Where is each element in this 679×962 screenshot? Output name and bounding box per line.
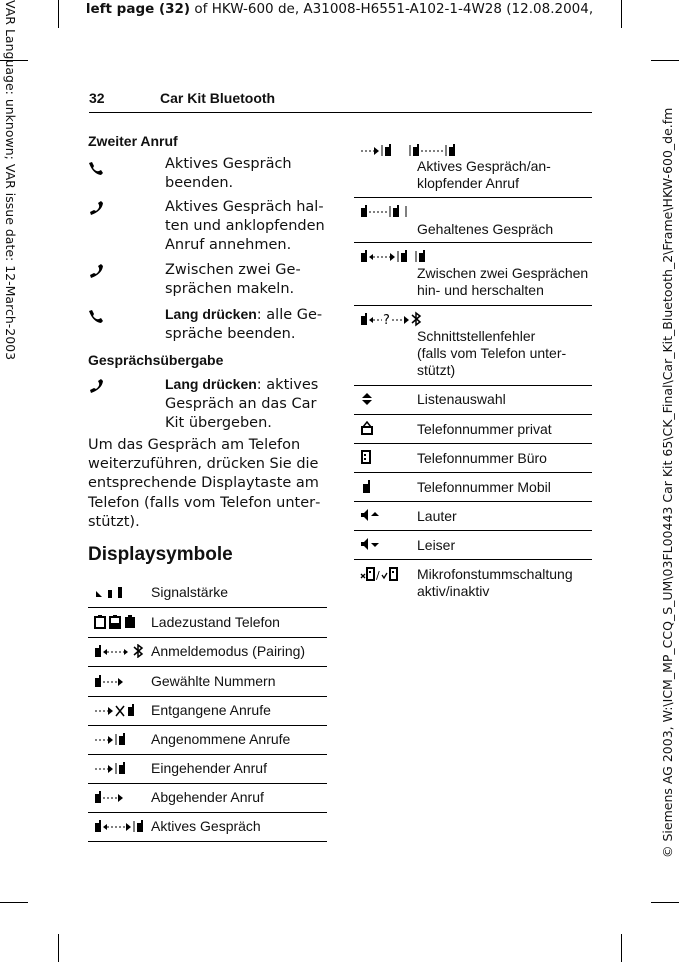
active-call-icon xyxy=(94,819,152,833)
symbol-row xyxy=(354,243,592,306)
symbol-label: Zwischen zwei Gesprächen hin- und herschalten xyxy=(417,265,589,298)
crop-mark xyxy=(621,934,622,962)
side-text-left-label: VAR Language: unknown; VAR issue date: 12-March-2003 xyxy=(3,0,18,361)
symbol-note: (falls vom Telefon unterstützt) xyxy=(417,345,567,378)
held-call-icon xyxy=(360,204,440,218)
symbol-row xyxy=(88,754,327,784)
active-waiting-call-icon xyxy=(360,143,470,157)
symbol-row xyxy=(88,725,327,755)
svg-text:/: / xyxy=(376,569,380,581)
symbol-row xyxy=(354,444,592,473)
symbol-label: Mikrofonstummschaltung aktiv/inaktiv xyxy=(417,566,573,599)
side-text-right-label: © Siemens AG 2003, W:\ICM_MP_CCQ_S_UM\03FL00443 Car Kit 65\CK_Final\Car_Kit_Bluetooth_2\Frame\HKW-600_de.fm xyxy=(660,107,675,858)
symbol-row xyxy=(354,306,592,386)
symbol-row xyxy=(88,696,327,726)
body-paragraph: Um das Gespräch am Telefon weiterzuführen, drücken Sie die entsprechende Displaytaste am Telefon (falls vom Telefon unterstützt). xyxy=(88,437,321,530)
pickup-icon xyxy=(88,263,104,279)
symbol-label: Aktives Gespräch/anklopfender Anruf xyxy=(417,158,551,191)
symbol-label: Ladezustand Telefon xyxy=(151,614,280,630)
document-header xyxy=(0,0,679,18)
phone-mobile-icon xyxy=(360,479,374,493)
document-header-rest: of HKW-600 de, A31008-H6551-A102-1-4W28 (12.08.2004, xyxy=(190,1,594,17)
symbol-row xyxy=(88,783,327,813)
item-bold: Lang drücken xyxy=(165,376,257,392)
symbol-row xyxy=(88,578,327,608)
symbol-row xyxy=(354,137,592,198)
symbol-label: Lauter xyxy=(417,508,457,524)
symbol-row xyxy=(354,473,592,502)
symbol-row xyxy=(354,415,592,444)
side-text-right xyxy=(658,0,678,860)
symbol-row xyxy=(88,812,327,842)
item-bold: Lang drücken xyxy=(165,306,257,322)
symbol-row xyxy=(354,560,592,604)
dialed-numbers-icon xyxy=(94,674,134,688)
symbol-label: Aktives Gespräch xyxy=(151,818,261,834)
symbol-label: Eingehender Anruf xyxy=(151,760,267,776)
symbol-row xyxy=(88,667,327,697)
symbol-label: Entgangene Anrufe xyxy=(151,702,271,718)
volume-down-icon xyxy=(360,537,382,551)
crop-mark xyxy=(651,902,679,903)
item-text: : aktives Gespräch an das Car Kit übergeben. xyxy=(165,377,319,431)
accepted-calls-icon xyxy=(94,732,134,746)
signal-strength-icon xyxy=(94,585,134,599)
crop-mark xyxy=(621,0,622,28)
symbol-label: Leiser xyxy=(417,537,456,553)
symbol-row xyxy=(354,531,592,560)
crop-mark xyxy=(58,934,59,962)
list-item xyxy=(165,375,330,433)
symbol-label: Abgehender Anruf xyxy=(151,789,264,805)
header-rule xyxy=(89,112,147,113)
interface-error-icon xyxy=(360,312,450,326)
outgoing-call-icon xyxy=(94,790,134,804)
list-item xyxy=(165,305,330,344)
section-title-zweiter-anruf: Zweiter Anruf xyxy=(88,133,178,149)
symbol-row xyxy=(354,502,592,531)
item-text: Zwischen zwei Gesprächen makeln. xyxy=(165,262,301,297)
item-text: Aktives Gespräch halten und anklopfenden Anruf annehmen. xyxy=(165,199,325,253)
item-text: Aktives Gespräch beenden. xyxy=(165,156,292,191)
pairing-icon xyxy=(94,644,150,658)
incoming-call-icon xyxy=(94,761,134,775)
phone-office-icon xyxy=(360,450,374,464)
pickup-icon xyxy=(88,378,104,394)
symbol-label: Gehaltenes Gespräch xyxy=(417,221,554,237)
symbol-row xyxy=(354,386,592,415)
volume-up-icon xyxy=(360,508,382,522)
crop-mark xyxy=(58,0,59,28)
missed-calls-icon xyxy=(94,703,142,717)
svg-text:?: ? xyxy=(383,313,390,327)
symbol-label: Telefonnummer Mobil xyxy=(417,479,551,495)
side-text-left xyxy=(0,0,20,400)
symbol-label: Signalstärke xyxy=(151,584,229,600)
battery-icon xyxy=(94,615,138,629)
symbol-label: Telefonnummer Büro xyxy=(417,450,547,466)
symbol-label: Listenauswahl xyxy=(417,391,506,407)
list-item xyxy=(165,261,330,299)
symbol-label: Anmeldemodus (Pairing) xyxy=(151,643,306,659)
section-title-gespraechsuebergabe: Gesprächsübergabe xyxy=(88,352,224,368)
list-item xyxy=(165,198,330,255)
mute-icon xyxy=(360,567,410,581)
header-rule xyxy=(147,112,592,113)
hangup-icon xyxy=(88,308,104,324)
pickup-icon xyxy=(88,200,104,216)
item-text: : alle Gespräche beenden. xyxy=(165,307,323,342)
list-item xyxy=(165,155,330,193)
page-title: Car Kit Bluetooth xyxy=(160,90,276,106)
symbol-row xyxy=(354,198,592,243)
symbol-row xyxy=(88,608,327,638)
list-select-icon xyxy=(360,392,374,406)
symbol-label: Telefonnummer privat xyxy=(417,421,552,437)
symbol-label: Angenommene Anrufe xyxy=(151,731,291,747)
symbol-row xyxy=(88,637,327,667)
page-number: 32 xyxy=(89,90,105,106)
toggle-calls-icon xyxy=(360,249,440,263)
crop-mark xyxy=(0,902,28,903)
symbol-label: Gewählte Nummern xyxy=(151,673,276,689)
section-title-displaysymbole: Displaysymbole xyxy=(88,544,233,565)
hangup-icon xyxy=(88,160,104,176)
symbol-label: Schnittstellenfehler xyxy=(417,328,536,344)
document-header-bold: left page (32) xyxy=(85,1,191,17)
phone-private-icon xyxy=(360,421,374,435)
